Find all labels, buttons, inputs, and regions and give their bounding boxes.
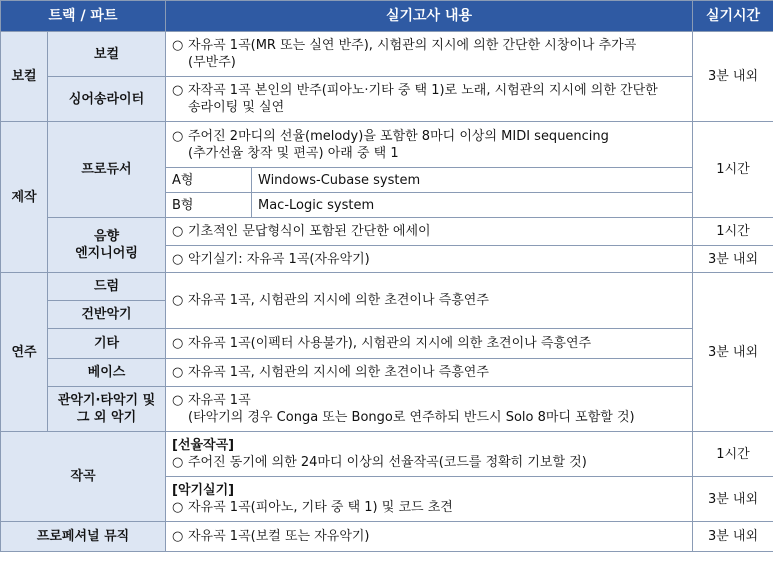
table-row	[1, 77, 773, 122]
bullet-icon: ○	[172, 336, 184, 351]
header-row	[1, 1, 773, 32]
content-text: (타악기의 경우 Conga 또는 Bongo로 연주하되 반드시 Solo 8마디 포함할 것)	[188, 410, 635, 425]
content-text: 자유곡 1곡	[188, 393, 251, 408]
table-row	[1, 329, 773, 359]
content-text: 자유곡 1곡(보컬 또는 자유악기)	[188, 529, 370, 544]
content-guitar	[166, 329, 693, 359]
bullet-icon: ○	[172, 529, 184, 544]
header-content: 실기고사 내용	[166, 1, 693, 32]
content-text: (추가선율 창작 및 편곡) 아래 중 택 1	[188, 145, 399, 161]
part-label-line: 음향	[93, 229, 120, 244]
content-sound-instrument	[166, 246, 693, 273]
bullet-icon: ○	[172, 500, 184, 515]
content-line	[172, 128, 686, 145]
option-value: Mac-Logic system	[252, 193, 693, 218]
bullet-icon: ○	[172, 455, 184, 470]
bullet-icon: ○	[172, 224, 184, 239]
part-producer: 프로듀서	[48, 122, 166, 218]
content-line	[172, 499, 686, 516]
content-drum-keyboard	[166, 273, 693, 329]
content-composition-instrument	[166, 477, 693, 522]
table-row	[1, 432, 773, 477]
table-row	[1, 122, 773, 168]
table-row	[1, 32, 773, 77]
bullet-icon: ○	[172, 365, 184, 380]
content-line	[172, 454, 686, 471]
bullet-icon: ○	[172, 38, 184, 53]
part-singer-songwriter: 싱어송라이터	[48, 77, 166, 122]
time-producer: 1시간	[693, 122, 773, 218]
content-text: 자작곡 1곡 본인의 반주(피아노·기타 중 택 1)로 노래, 시험관의 지시에 의한 간단한	[188, 83, 658, 98]
content-melody	[166, 432, 693, 477]
table-row	[1, 522, 773, 552]
content-text: (무반주)	[188, 55, 236, 70]
bullet-icon: ○	[172, 128, 184, 144]
content-line	[172, 37, 686, 54]
table-row	[1, 218, 773, 246]
header-time: 실기시간	[693, 1, 773, 32]
part-label-line: 엔지니어링	[75, 246, 138, 261]
content-vocal	[166, 32, 693, 77]
content-text: 자유곡 1곡(피아노, 기타 중 택 1) 및 코드 초견	[188, 500, 453, 515]
content-essay	[166, 218, 693, 246]
time-vocal: 3분 내외	[693, 32, 773, 122]
part-label-line: 관악기·타악기 및	[57, 393, 156, 408]
content-text: 주어진 2마디의 선율(melody)을 포함한 8마디 이상의 MIDI sequencing	[188, 128, 609, 144]
bullet-icon: ○	[172, 83, 184, 98]
bullet-icon: ○	[172, 293, 184, 308]
track-vocal: 보컬	[1, 32, 48, 122]
content-wind-percussion	[166, 387, 693, 432]
option-value: Windows-Cubase system	[252, 168, 693, 193]
content-text: 주어진 동기에 의한 24마디 이상의 선율작곡(코드를 정확히 기보할 것)	[188, 455, 587, 470]
table-row	[1, 273, 773, 301]
part-drum: 드럼	[48, 273, 166, 301]
track-performance: 연주	[1, 273, 48, 432]
time-sound-instrument: 3분 내외	[693, 246, 773, 273]
part-sound-engineering	[48, 218, 166, 273]
content-singer-songwriter	[166, 77, 693, 122]
track-composition: 작곡	[1, 432, 166, 522]
track-production: 제작	[1, 122, 48, 273]
content-text: 악기실기: 자유곡 1곡(자유악기)	[188, 251, 370, 267]
bullet-icon: ○	[172, 393, 184, 408]
part-vocal: 보컬	[48, 32, 166, 77]
content-line	[172, 392, 686, 409]
content-producer	[166, 122, 693, 168]
option-label: A형	[166, 168, 252, 193]
bullet-icon: ○	[172, 251, 184, 267]
track-professional-music: 프로페셔널 뮤직	[1, 522, 166, 552]
instrument-heading: [악기실기]	[172, 483, 235, 498]
content-text: 자유곡 1곡, 시험관의 지시에 의한 초견이나 즉흥연주	[188, 365, 489, 380]
part-bass: 베이스	[48, 359, 166, 387]
content-line	[172, 82, 686, 99]
content-professional-music	[166, 522, 693, 552]
part-label-line: 그 외 악기	[76, 410, 137, 425]
header-track-part: 트랙 / 파트	[1, 1, 166, 32]
content-text: 자유곡 1곡(MR 또는 실연 반주), 시험관의 지시에 의한 간단한 시창이나 추가곡	[188, 38, 637, 53]
content-text: 송라이팅 및 실연	[188, 100, 285, 115]
content-bass	[166, 359, 693, 387]
time-professional-music: 3분 내외	[693, 522, 773, 552]
option-label: B형	[166, 193, 252, 218]
content-text: 자유곡 1곡, 시험관의 지시에 의한 초견이나 즉흥연주	[188, 293, 489, 308]
time-essay: 1시간	[693, 218, 773, 246]
melody-heading: [선율작곡]	[172, 438, 235, 453]
part-wind-percussion	[48, 387, 166, 432]
table-row	[1, 359, 773, 387]
time-composition-instrument: 3분 내외	[693, 477, 773, 522]
time-performance: 3분 내외	[693, 273, 773, 432]
content-text: 자유곡 1곡(이펙터 사용불가), 시험관의 지시에 의한 초견이나 즉흥연주	[188, 336, 592, 351]
table-row	[1, 387, 773, 432]
content-text: 기초적인 문답형식이 포함된 간단한 에세이	[188, 224, 431, 239]
part-guitar: 기타	[48, 329, 166, 359]
time-melody: 1시간	[693, 432, 773, 477]
part-keyboard: 건반악기	[48, 301, 166, 329]
